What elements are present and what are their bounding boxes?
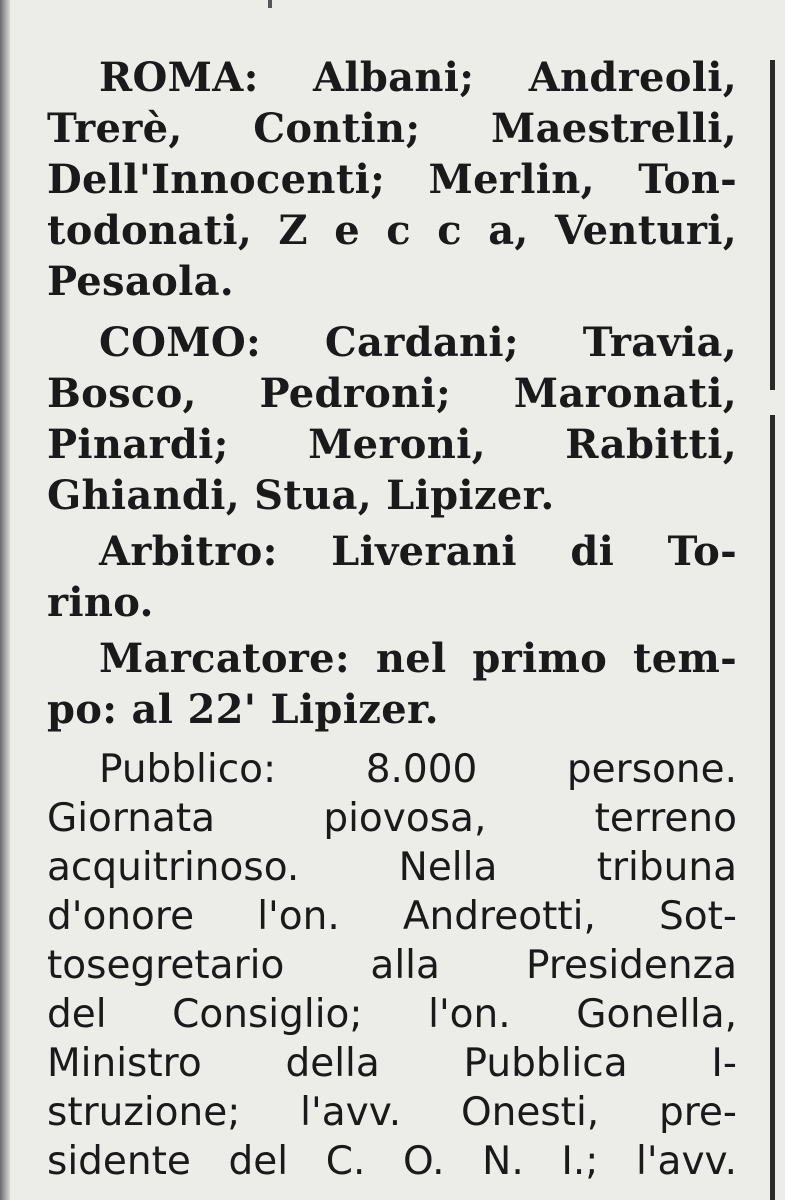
como-lineup-paragraph: [47, 317, 737, 521]
article-column: [47, 52, 737, 1186]
text-line: Marcatore: nel primo tem-: [99, 635, 737, 682]
text-line: rino.: [47, 579, 154, 626]
right-column-rule-top: [770, 60, 775, 390]
text-line: Pubblico: 8.000 persone.: [99, 747, 737, 792]
text-line: po: al 22' Lipizer.: [47, 686, 439, 733]
referee-paragraph: [47, 526, 737, 628]
text-line: acquitrinoso. Nella tribuna: [47, 845, 737, 890]
roma-lineup-paragraph: [47, 52, 737, 307]
attendance-paragraph: [47, 745, 737, 1186]
text-line: COMO: Cardani; Travia,: [99, 319, 737, 366]
text-line: Ministro della Pubblica I-: [47, 1041, 737, 1086]
left-column-border: [0, 0, 10, 1200]
top-edge-mark: [268, 0, 272, 8]
text-line: Arbitro: Liverani di To-: [99, 528, 737, 575]
text-line: Trerè, Contin; Maestrelli,: [47, 105, 737, 152]
scorer-paragraph: [47, 633, 737, 735]
text-line: tosegretario alla Presidenza: [47, 943, 737, 988]
text-line: del Consiglio; l'on. Gonella,: [47, 992, 737, 1037]
right-column-rule-bottom: [770, 415, 775, 1200]
text-line: d'onore l'on. Andreotti, Sot-: [47, 894, 737, 939]
text-line: sidente del C. O. N. I.; l'avv.: [47, 1139, 737, 1184]
text-line: Bosco, Pedroni; Maronati,: [47, 370, 737, 417]
text-line: Pesaola.: [47, 258, 235, 305]
text-line: Pinardi; Meroni, Rabitti,: [47, 421, 737, 468]
text-line: ROMA: Albani; Andreoli,: [99, 54, 737, 101]
text-line: struzione; l'avv. Onesti, pre-: [47, 1090, 737, 1135]
text-line: todonati, Z e c c a, Venturi,: [47, 207, 737, 254]
text-line: Giornata piovosa, terreno: [47, 796, 737, 841]
text-line: Dell'Innocenti; Merlin, Ton-: [47, 156, 737, 203]
text-line: Ghiandi, Stua, Lipizer.: [47, 472, 555, 519]
